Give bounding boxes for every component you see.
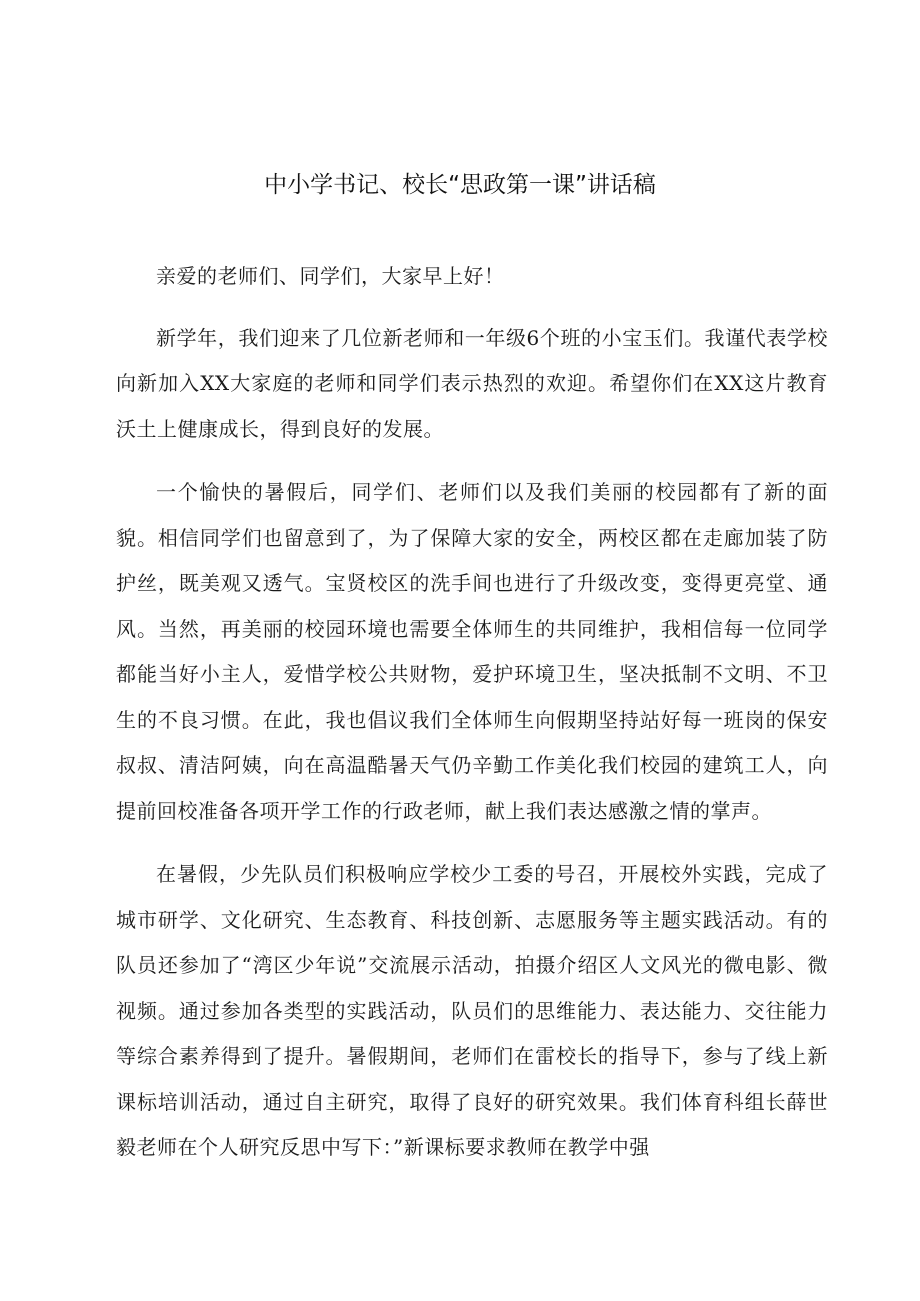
paragraph-new-semester: 新学年，我们迎来了几位新老师和一年级6个班的小宝玉们。我谨代表学校向新加入XX大家庭的老师和同学们表示热烈的欢迎。希望你们在XX这片教育沃土上健康成长，得到良好的发展。	[116, 325, 828, 441]
paragraph-campus-changes: 一个愉快的暑假后，同学们、老师们以及我们美丽的校园都有了新的面貌。相信同学们也留意到了，为了保障大家的安全，两校区都在走廊加装了防护丝，既美观又透气。宝贤校区的洗手间也进行了升级改变，变得更亮堂、通风。当然，再美丽的校园环境也需要全体师生的共同维护，我相信每一位同学都能当好小主人，爱惜学校公共财物，爱护环境卫生，坚决抵制不文明、不卫生的不良习惯。在此，我也倡议我们全体师生向假期坚持站好每一班岗的保安叔叔、清洁阿姨，向在高温酷暑天气仍辛勤工作美化我们校园的建筑工人，向提前回校准备各项开学工作的行政老师，献上我们表达感激之情的掌声。	[116, 480, 828, 823]
document-body	[116, 254, 828, 1189]
paragraph-greeting: 亲爱的老师们、同学们，大家早上好！	[156, 264, 505, 288]
document-title: 中小学书记、校长“思政第一课”讲话稿	[264, 172, 656, 198]
paragraph-summer-activities: 在暑假，少先队员们积极响应学校少工委的号召，开展校外实践，完成了城市研学、文化研究、生态教育、科技创新、志愿服务等主题实践活动。有的队员还参加了“湾区少年说”交流展示活动，拍摄介绍区人文风光的微电影、微视频。通过参加各类型的实践活动，队员们的思维能力、表达能力、交往能力等综合素养得到了提升。暑假期间，老师们在雷校长的指导下，参与了线上新课标培训活动，通过自主研究，取得了良好的研究效果。我们体育科组长薛世毅老师在个人研究反思中写下：”新课标要求教师在教学中强	[116, 862, 828, 1159]
